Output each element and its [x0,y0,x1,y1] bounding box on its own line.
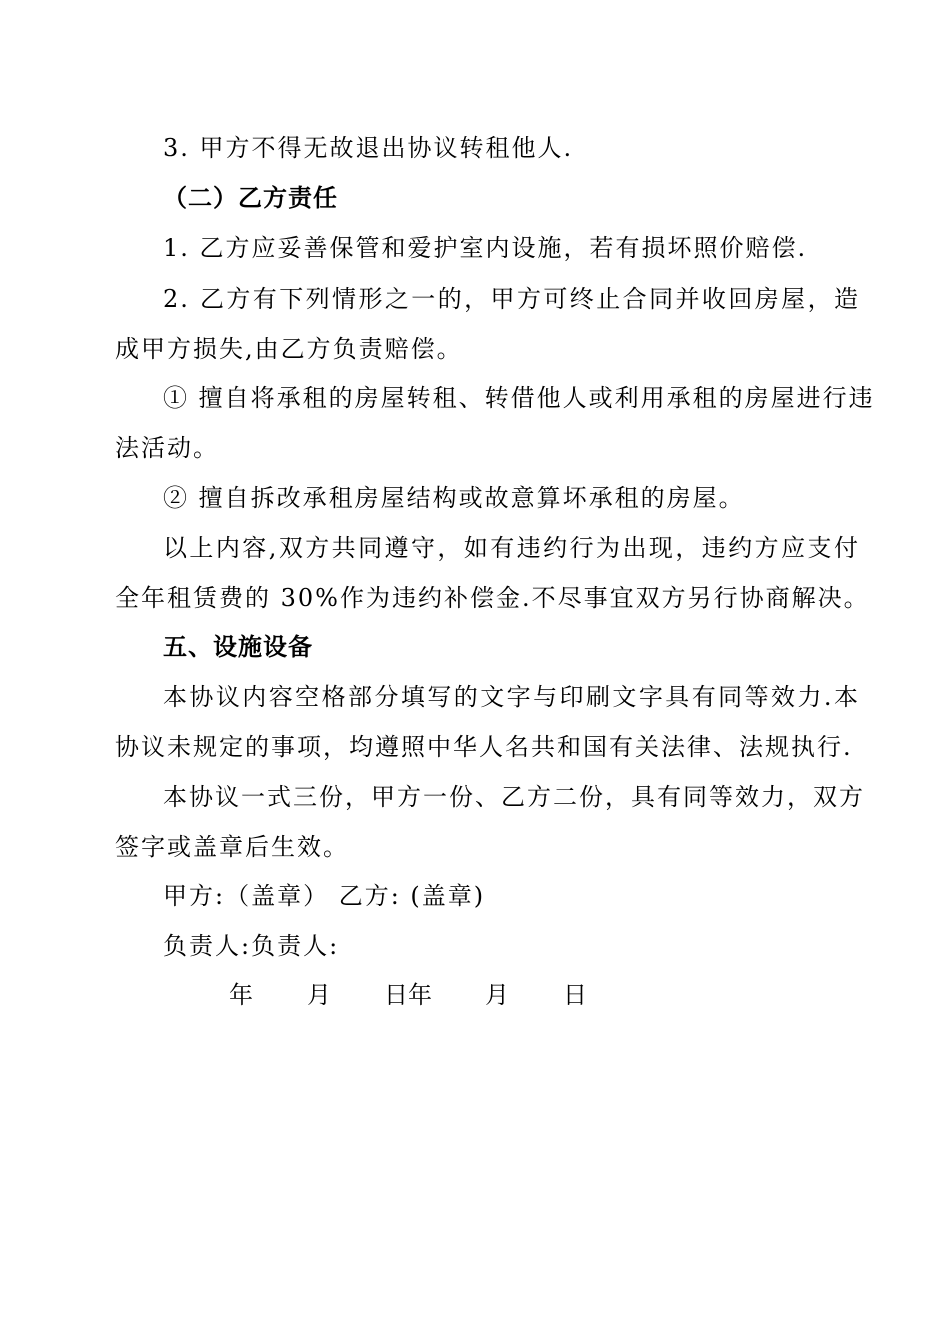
date-month-1: 月 [307,981,331,1009]
clause-b1-text: 1. 乙方应妥善保管和爱护室内设施，若有损坏照价赔偿. [163,234,808,262]
clause-3-text: 3. 甲方不得无故退出协议转租他人. [163,134,574,162]
clause-b2-text-line1: 2. 乙方有下列情形之一的，甲方可终止合同并收回房屋，造 [163,285,860,313]
validity-text-line2: 协议未规定的事项，均遵照中华人名共和国有关法律、法规执行. [115,733,853,761]
item-1-text-line1: ① 擅自将承租的房屋转租、转借他人或利用承租的房屋进行违 [163,384,875,412]
section-heading-party-b: （二）乙方责任 [163,184,338,212]
date-year-1: 年 [229,981,253,1009]
date-day-year: 日年 [384,981,432,1009]
compliance-text-line1: 以上内容,双方共同遵守，如有违约行为出现，违约方应支付 [163,534,860,562]
compliance-text-line2: 全年租赁费的 30%作为违约补偿金.不尽事宜双方另行协商解决。 [115,584,870,612]
copies-text-line1: 本协议一式三份，甲方一份、乙方二份，具有同等效力，双方 [163,783,865,811]
validity-text-line1: 本协议内容空格部分填写的文字与印刷文字具有同等效力.本 [163,683,860,711]
date-month-2: 月 [485,981,509,1009]
clause-b2-text-line2: 成甲方损失,由乙方负责赔偿。 [115,335,463,363]
date-day-2: 日 [563,981,587,1009]
section-heading-facilities: 五、设施设备 [163,633,313,661]
copies-text-line2: 签字或盖章后生效。 [115,833,349,861]
signature-party-line: 甲方:（盖章） 乙方: (盖章) [163,882,486,910]
item-1-text-line2: 法活动。 [115,434,219,462]
item-2-text: ② 擅自拆改承租房屋结构或故意算坏承租的房屋。 [163,484,745,512]
signature-responsible-line: 负责人:负责人: [163,932,340,960]
